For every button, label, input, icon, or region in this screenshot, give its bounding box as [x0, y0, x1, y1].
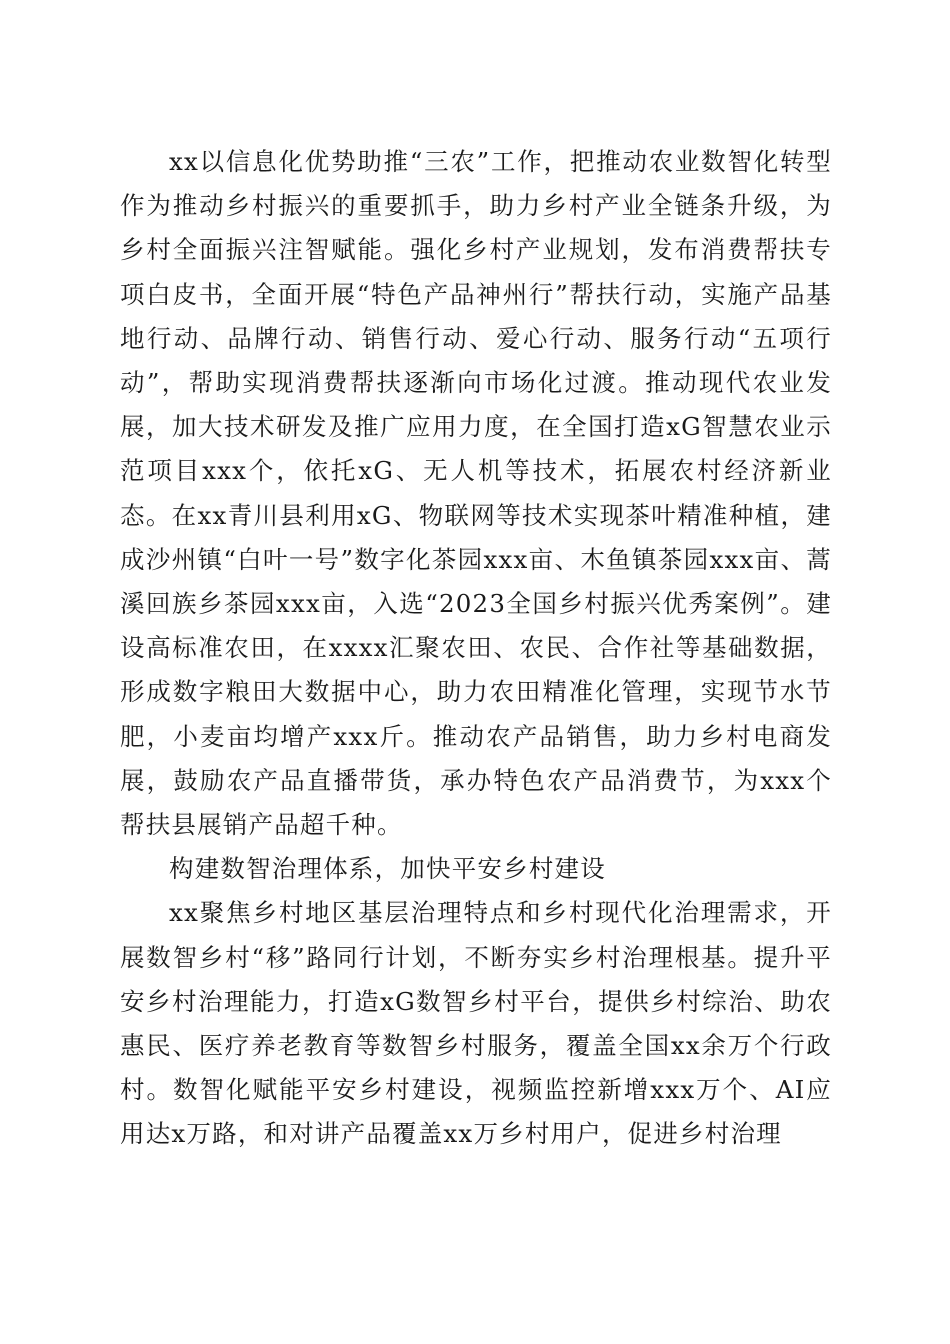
body-paragraph-rural-governance: xx聚焦乡村地区基层治理特点和乡村现代化治理需求，开展数智乡村“移”路同行计划，不断夯实乡村治理根基。提升平安乡村治理能力，打造xG数智乡村平台，提供乡村综治、助农惠民、医疗养老教育等数智乡村服务，覆盖全国xx余万个行政村。数智化赋能平安乡村建设，视频监控新增xxx万个、AI应用达x万路，和对讲产品覆盖xx万乡村用户，促进乡村治理: [120, 898, 832, 1149]
section-heading-digital-governance: 构建数智治理体系，加快平安乡村建设: [169, 854, 606, 884]
body-paragraph-rural-industry: xx以信息化优势助推“三农”工作，把推动农业数智化转型作为推动乡村振兴的重要抓手，助力乡村产业全链条升级，为乡村全面振兴注智赋能。强化乡村产业规划，发布消费帮扶专项白皮书，全面开展“特色产品神州行”帮扶行动，实施产品基地行动、品牌行动、销售行动、爱心行动、服务行动“五项行动”，帮助实现消费帮扶逐渐向市场化过渡。推动现代农业发展，加大技术研发及推广应用力度，在全国打造xG智慧农业示范项目xxx个，依托xG、无人机等技术，拓展农村经济新业态。在xx青川县利用xG、物联网等技术实现茶叶精准种植，建成沙州镇“白叶一号”数字化茶园xxx亩、木鱼镇茶园xxx亩、蒿溪回族乡茶园xxx亩，入选“2023全国乡村振兴优秀案例”。建设高标准农田，在xxxx汇聚农田、农民、合作社等基础数据，形成数字粮田大数据中心，助力农田精准化管理，实现节水节肥，小麦亩均增产xxx斤。推动农产品销售，助力乡村电商发展，鼓励农产品直播带货，承办特色农产品消费节，为xxx个帮扶县展销产品超千种。: [120, 147, 832, 840]
